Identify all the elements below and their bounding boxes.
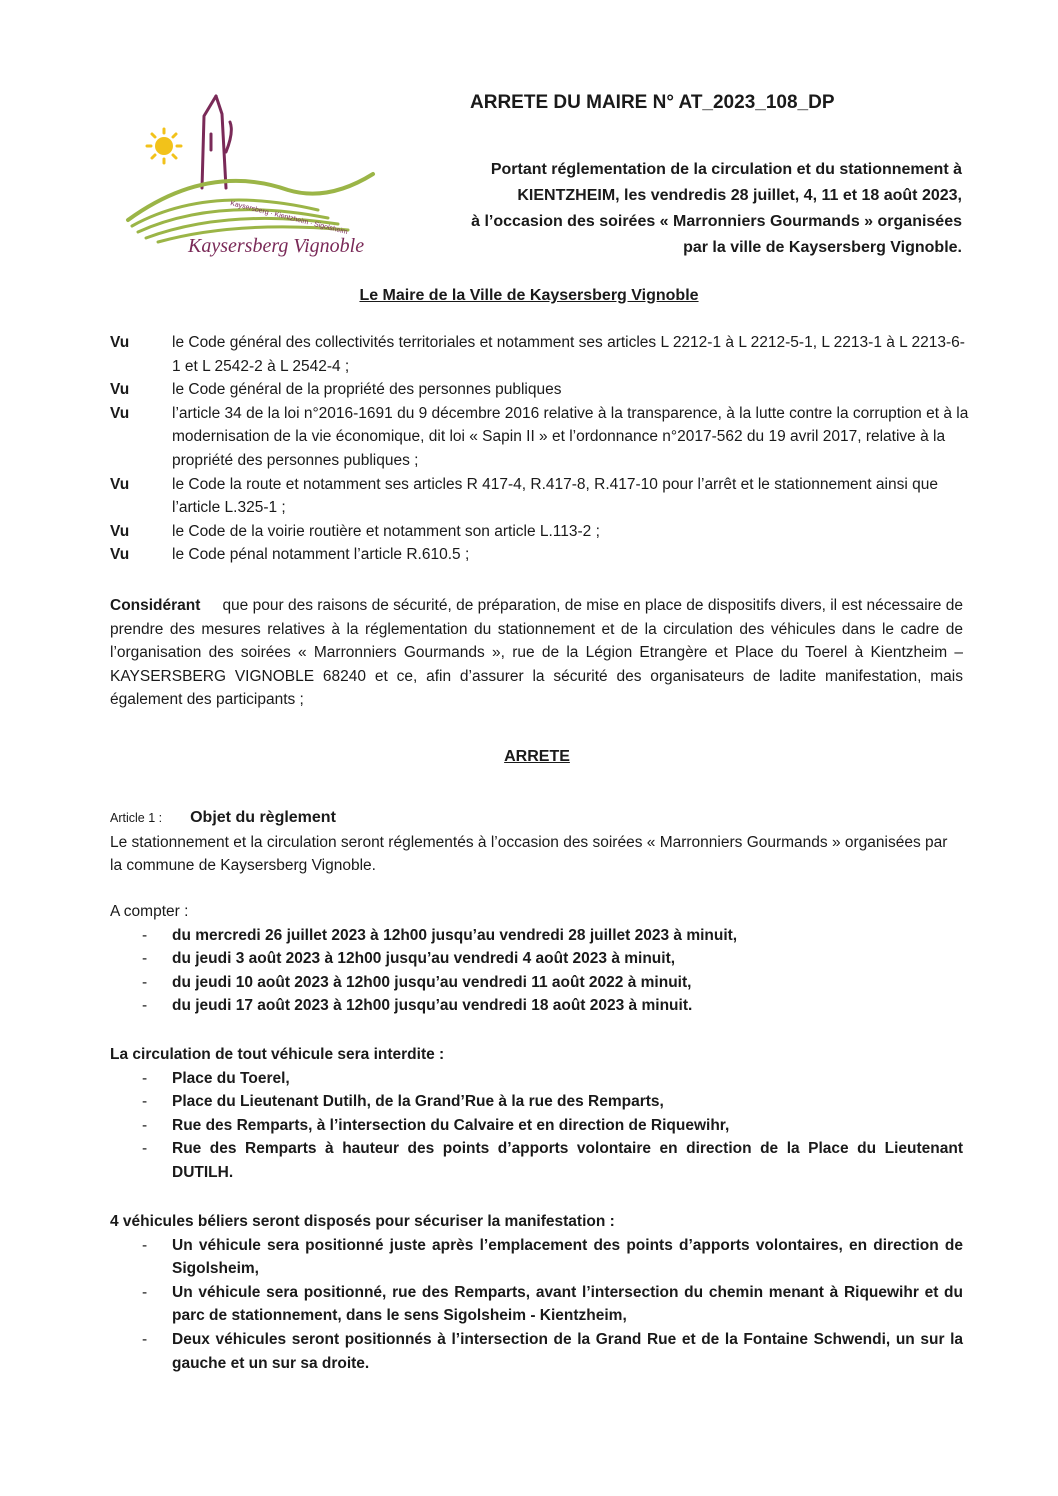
periods-block [110,900,963,1018]
list-item: - Rue des Remparts, à l’intersection du Calvaire et en direction de Riquewihr, [110,1114,963,1138]
list-item: - du jeudi 17 août 2023 à 12h00 jusqu’au vendredi 18 août 2023 à minuit. [110,994,963,1018]
circulation-text: Rue des Remparts à hauteur des points d’apports volontaire en direction de la Place du Lieutenant DUTILH. [172,1140,963,1181]
vu-item [110,520,970,544]
circulation-text: Rue des Remparts, à l’intersection du Calvaire et en direction de Riquewihr, [172,1116,730,1134]
beliers-text: Un véhicule sera positionné juste après l’emplacement des points d’apports volontaires, en direction de Sigolsheim, [172,1236,963,1278]
vu-text: le Code de la voirie routière et notamment son article L.113-2 ; [172,522,600,540]
subtitle-line: par la ville de Kaysersberg Vignoble. [683,239,962,256]
circulation-block [110,1043,963,1185]
vu-key: Vu [110,475,130,493]
list-item: - du jeudi 10 août 2023 à 12h00 jusqu’au vendredi 11 août 2022 à minuit, [110,971,963,995]
considerant-paragraph [110,594,963,712]
beliers-block [110,1210,963,1375]
subtitle-line: Portant réglementation de la circulation et du stationnement à [490,161,962,178]
considerant-keyword: Considérant [110,597,201,614]
list-item: - Rue des Remparts à hauteur des points d’apports volontaire en direction de la Place du Lieutenant DUTILH. [110,1137,963,1184]
vu-list [110,331,970,567]
vu-item [110,331,970,378]
logo-graphic [118,92,378,262]
circulation-heading: La circulation de tout véhicule sera interdite : [110,1046,445,1063]
kaysersberg-logo [118,92,378,262]
vu-item [110,543,970,567]
article-title: Objet du règlement [190,809,336,826]
vu-key: Vu [110,381,130,399]
vu-key: Vu [110,546,130,564]
church-tower-icon [202,96,231,188]
list-item: - Un véhicule sera positionné juste après l’emplacement des points d’apports volontaires, en direction de Sigolsheim, [110,1234,963,1281]
article-1 [110,806,963,878]
sun-icon [147,129,181,163]
periods-heading: A compter : [110,903,189,920]
page-subtitle [380,157,962,261]
period-text: du mercredi 26 juillet 2023 à 12h00 jusqu’au vendredi 28 juillet 2023 à minuit, [172,926,738,944]
list-item: - Un véhicule sera positionné, rue des Remparts, avant l’intersection du chemin menant à Riquewihr et du parc de stationnement, dans le sens Sigolsheim - Kientzheim, [110,1281,963,1328]
logo-brand-text: Kaysersberg Vignoble [188,235,365,257]
logo-ribbon-text: Kaysersberg · Kientzheim · Sigolsheim [229,200,349,237]
period-text: du jeudi 3 août 2023 à 12h00 jusqu’au vendredi 4 août 2023 à minuit, [172,950,676,968]
vu-text: l’article 34 de la loi n°2016-1691 du 9 décembre 2016 relative à la transparence, à la lutte contre la corruption et à la modernisation de la vie économique, dit loi « Sapin II » et l’ordonnance n°2017-562 du 19 avril 2017, relative à la propriété des personnes publiques ; [172,404,969,469]
vu-item [110,473,970,520]
subtitle-line: KIENTZHEIM, les vendredis 28 juillet, 4, 11 et 18 août 2023, [517,187,962,204]
period-text: du jeudi 10 août 2023 à 12h00 jusqu’au vendredi 11 août 2022 à minuit, [172,973,692,991]
period-text: du jeudi 17 août 2023 à 12h00 jusqu’au vendredi 18 août 2023 à minuit. [172,997,693,1015]
vu-text: le Code général des collectivités territoriales et notamment ses articles L 2212-1 à L 2212-5-1, L 2213-1 à L 2213-6-1 et L 2542-2 à L 2542-4 ; [172,334,965,375]
maire-heading: Le Maire de la Ville de Kaysersberg Vignoble [359,287,699,304]
vu-text: le Code pénal notamment l’article R.610.5 ; [172,546,470,564]
list-item: - Place du Toerel, [110,1067,963,1091]
article-text: Le stationnement et la circulation seront réglementés à l’occasion des soirées « Marronniers Gourmands » organisées par la commune de Kaysersberg Vignoble. [110,833,948,875]
article-heading [110,806,963,831]
vu-item [110,378,970,402]
vu-key: Vu [110,404,130,422]
vu-text: le Code général de la propriété des personnes publiques [172,381,562,399]
page-title: ARRETE DU MAIRE N° AT_2023_108_DP [470,92,835,113]
beliers-heading: 4 véhicules béliers seront disposés pour sécuriser la manifestation : [110,1213,615,1230]
beliers-text: Un véhicule sera positionné, rue des Remparts, avant l’intersection du chemin menant à Riquewihr et du parc de stationnement, dans le sens Sigolsheim - Kientzheim, [172,1283,963,1325]
list-item: - du mercredi 26 juillet 2023 à 12h00 jusqu’au vendredi 28 juillet 2023 à minuit, [110,924,963,948]
subtitle-line: à l’occasion des soirées « Marronniers Gourmands » organisées [471,213,962,230]
circulation-text: Place du Toerel, [172,1069,290,1087]
vu-key: Vu [110,334,130,351]
list-item: - Deux véhicules seront positionnés à l’intersection de la Grand Rue et de la Fontaine Schwendi, un sur la gauche et un sur sa droite. [110,1328,963,1375]
list-item: - Place du Lieutenant Dutilh, de la Grand’Rue à la rue des Remparts, [110,1090,963,1114]
vu-text: le Code la route et notamment ses articles R 417-4, R.417-8, R.417-10 pour l’arrêt et le stationnement ainsi que l’article L.325-1 ; [172,475,938,517]
considerant-text: que pour des raisons de sécurité, de préparation, de mise en place de dispositifs divers, il est nécessaire de prendre des mesures relatives à la réglementation du stationnement et de la circulation des véhicules dans le cadre de l’organisation des soirées « Marronniers Gourmands », rue de la Légion Etrangère et Place du Toerel à Kientzheim – KAYSERSBERG VIGNOBLE 68240 et ce, afin d’assurer la sécurité des organisateurs de ladite manifestation, mais également des participants ; [110,597,963,709]
arrete-heading: ARRETE [504,748,570,765]
vu-item [110,402,970,473]
article-number: Article 1 : [110,811,163,825]
list-item: - du jeudi 3 août 2023 à 12h00 jusqu’au vendredi 4 août 2023 à minuit, [110,947,963,971]
circulation-text: Place du Lieutenant Dutilh, de la Grand’Rue à la rue des Remparts, [172,1093,664,1111]
vu-key: Vu [110,522,130,540]
beliers-text: Deux véhicules seront positionnés à l’intersection de la Grand Rue et de la Fontaine Schwendi, un sur la gauche et un sur sa droite. [172,1330,963,1372]
